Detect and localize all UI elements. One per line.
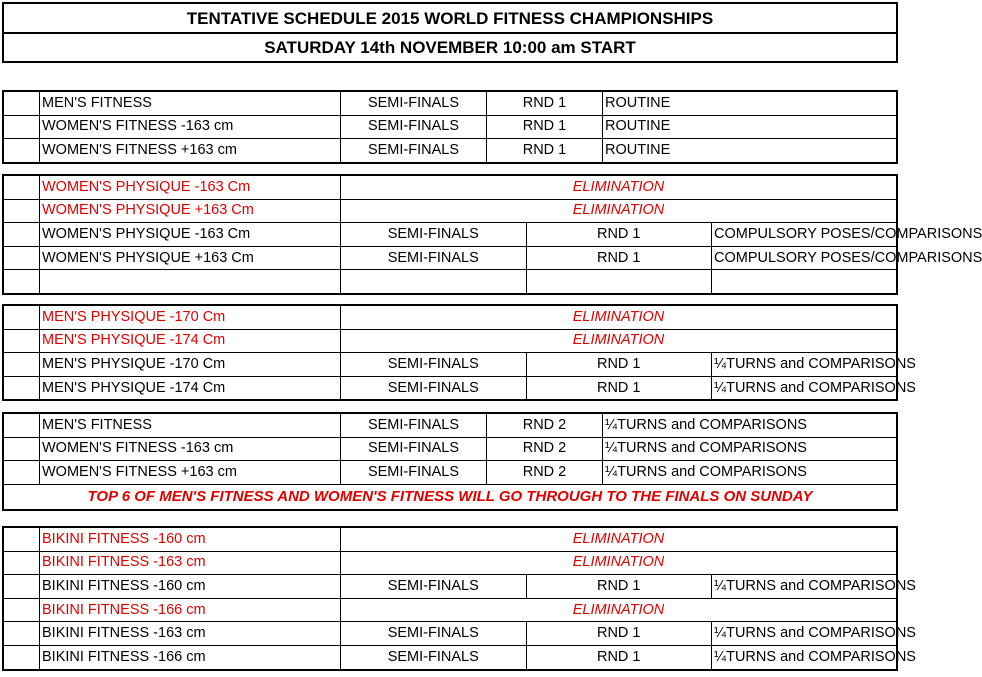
detail-cell: ¼TURNS and COMPARISONS	[603, 437, 898, 461]
row-marker	[3, 437, 40, 461]
stage-cell: SEMI-FINALS	[341, 622, 527, 646]
event-cell: MEN'S FITNESS	[40, 413, 341, 437]
table-row	[3, 139, 897, 163]
finals-note: TOP 6 OF MEN'S FITNESS AND WOMEN'S FITNESS WILL GO THROUGH TO THE FINALS ON SUNDAY	[3, 484, 897, 510]
row-marker	[3, 598, 40, 622]
table-row	[3, 329, 897, 353]
elimination-cell: ELIMINATION	[341, 527, 898, 551]
round-cell: RND 1	[526, 645, 712, 669]
event-cell: WOMEN'S PHYSIQUE -163 Cm	[40, 175, 341, 199]
table-row	[3, 175, 897, 199]
event-cell: WOMEN'S FITNESS -163 cm	[40, 115, 341, 139]
row-marker	[3, 461, 40, 485]
table-row	[3, 91, 897, 115]
detail-cell: ¼TURNS and COMPARISONS	[603, 461, 898, 485]
event-cell: WOMEN'S PHYSIQUE +163 Cm	[40, 246, 341, 270]
row-marker	[3, 91, 40, 115]
detail-cell: COMPULSORY POSES/COMPARISONS	[712, 246, 898, 270]
detail-cell: COMPULSORY POSES/COMPARISONS	[712, 223, 898, 247]
table-row	[3, 551, 897, 575]
row-marker	[3, 270, 40, 294]
row-marker	[3, 353, 40, 377]
table-row	[3, 461, 897, 485]
table-row	[3, 413, 897, 437]
schedule-title: TENTATIVE SCHEDULE 2015 WORLD FITNESS CHAMPIONSHIPS	[2, 2, 898, 34]
table-row	[3, 527, 897, 551]
event-cell: WOMEN'S FITNESS -163 cm	[40, 437, 341, 461]
stage-cell: SEMI-FINALS	[341, 115, 487, 139]
elimination-cell: ELIMINATION	[341, 199, 898, 223]
event-cell: WOMEN'S PHYSIQUE -163 Cm	[40, 223, 341, 247]
event-cell: MEN'S PHYSIQUE -174 Cm	[40, 329, 341, 353]
detail-cell: ¼TURNS and COMPARISONS	[712, 622, 898, 646]
schedule-block-5	[2, 526, 916, 671]
event-cell: WOMEN'S FITNESS +163 cm	[40, 139, 341, 163]
event-cell: MEN'S PHYSIQUE -174 Cm	[40, 376, 341, 400]
round-cell: RND 2	[487, 413, 603, 437]
event-cell	[40, 270, 341, 294]
row-marker	[3, 199, 40, 223]
round-cell: RND 1	[487, 115, 603, 139]
stage-cell: SEMI-FINALS	[341, 376, 527, 400]
stage-cell	[341, 270, 527, 294]
elimination-cell: ELIMINATION	[341, 598, 898, 622]
event-cell: BIKINI FITNESS -163 cm	[40, 622, 341, 646]
stage-cell: SEMI-FINALS	[341, 223, 527, 247]
event-cell: MEN'S PHYSIQUE -170 Cm	[40, 305, 341, 329]
schedule-block-4	[2, 412, 898, 511]
detail-cell	[712, 270, 898, 294]
row-marker	[3, 527, 40, 551]
event-cell: WOMEN'S FITNESS +163 cm	[40, 461, 341, 485]
detail-cell: ¼TURNS and COMPARISONS	[712, 645, 898, 669]
row-marker	[3, 223, 40, 247]
row-marker	[3, 329, 40, 353]
stage-cell: SEMI-FINALS	[341, 645, 527, 669]
round-cell: RND 1	[487, 91, 603, 115]
row-marker	[3, 139, 40, 163]
stage-cell: SEMI-FINALS	[341, 461, 487, 485]
row-marker	[3, 305, 40, 329]
event-cell: MEN'S PHYSIQUE -170 Cm	[40, 353, 341, 377]
table-row	[3, 575, 897, 599]
table-row	[3, 246, 897, 270]
round-cell: RND 1	[526, 622, 712, 646]
round-cell: RND 2	[487, 437, 603, 461]
row-marker	[3, 246, 40, 270]
stage-cell: SEMI-FINALS	[341, 413, 487, 437]
schedule-block-3	[2, 304, 916, 401]
round-cell	[526, 270, 712, 294]
stage-cell: SEMI-FINALS	[341, 437, 487, 461]
table-row	[3, 598, 897, 622]
table-row	[3, 199, 897, 223]
event-cell: MEN'S FITNESS	[40, 91, 341, 115]
table-row	[3, 223, 897, 247]
event-cell: BIKINI FITNESS -163 cm	[40, 551, 341, 575]
elimination-cell: ELIMINATION	[341, 551, 898, 575]
schedule-block-1	[2, 90, 898, 164]
event-cell: WOMEN'S PHYSIQUE +163 Cm	[40, 199, 341, 223]
round-cell: RND 1	[526, 575, 712, 599]
detail-cell: ¼TURNS and COMPARISONS	[603, 413, 898, 437]
event-cell: BIKINI FITNESS -166 cm	[40, 645, 341, 669]
elimination-cell: ELIMINATION	[341, 329, 898, 353]
row-marker	[3, 175, 40, 199]
row-marker	[3, 551, 40, 575]
detail-cell: ROUTINE	[603, 115, 898, 139]
detail-cell: ¼TURNS and COMPARISONS	[712, 376, 898, 400]
row-marker	[3, 645, 40, 669]
stage-cell: SEMI-FINALS	[341, 139, 487, 163]
event-cell: BIKINI FITNESS -160 cm	[40, 575, 341, 599]
event-cell: BIKINI FITNESS -160 cm	[40, 527, 341, 551]
stage-cell: SEMI-FINALS	[341, 353, 527, 377]
detail-cell: ¼TURNS and COMPARISONS	[712, 575, 898, 599]
round-cell: RND 1	[526, 223, 712, 247]
elimination-cell: ELIMINATION	[341, 305, 898, 329]
row-marker	[3, 115, 40, 139]
round-cell: RND 1	[487, 139, 603, 163]
table-row	[3, 645, 897, 669]
finals-note-row	[3, 484, 897, 510]
row-marker	[3, 575, 40, 599]
round-cell: RND 1	[526, 376, 712, 400]
detail-cell: ROUTINE	[603, 139, 898, 163]
table-row	[3, 305, 897, 329]
table-row	[3, 437, 897, 461]
row-marker	[3, 622, 40, 646]
round-cell: RND 1	[526, 353, 712, 377]
table-row	[3, 270, 897, 294]
stage-cell: SEMI-FINALS	[341, 575, 527, 599]
schedule-subtitle: SATURDAY 14th NOVEMBER 10:00 am START	[2, 32, 898, 63]
row-marker	[3, 413, 40, 437]
event-cell: BIKINI FITNESS -166 cm	[40, 598, 341, 622]
schedule-block-2	[2, 174, 982, 295]
table-row	[3, 622, 897, 646]
row-marker	[3, 376, 40, 400]
stage-cell: SEMI-FINALS	[341, 91, 487, 115]
table-row	[3, 115, 897, 139]
table-row	[3, 353, 897, 377]
elimination-cell: ELIMINATION	[341, 175, 898, 199]
round-cell: RND 1	[526, 246, 712, 270]
round-cell: RND 2	[487, 461, 603, 485]
detail-cell: ¼TURNS and COMPARISONS	[712, 353, 898, 377]
table-row	[3, 376, 897, 400]
stage-cell: SEMI-FINALS	[341, 246, 527, 270]
detail-cell: ROUTINE	[603, 91, 898, 115]
